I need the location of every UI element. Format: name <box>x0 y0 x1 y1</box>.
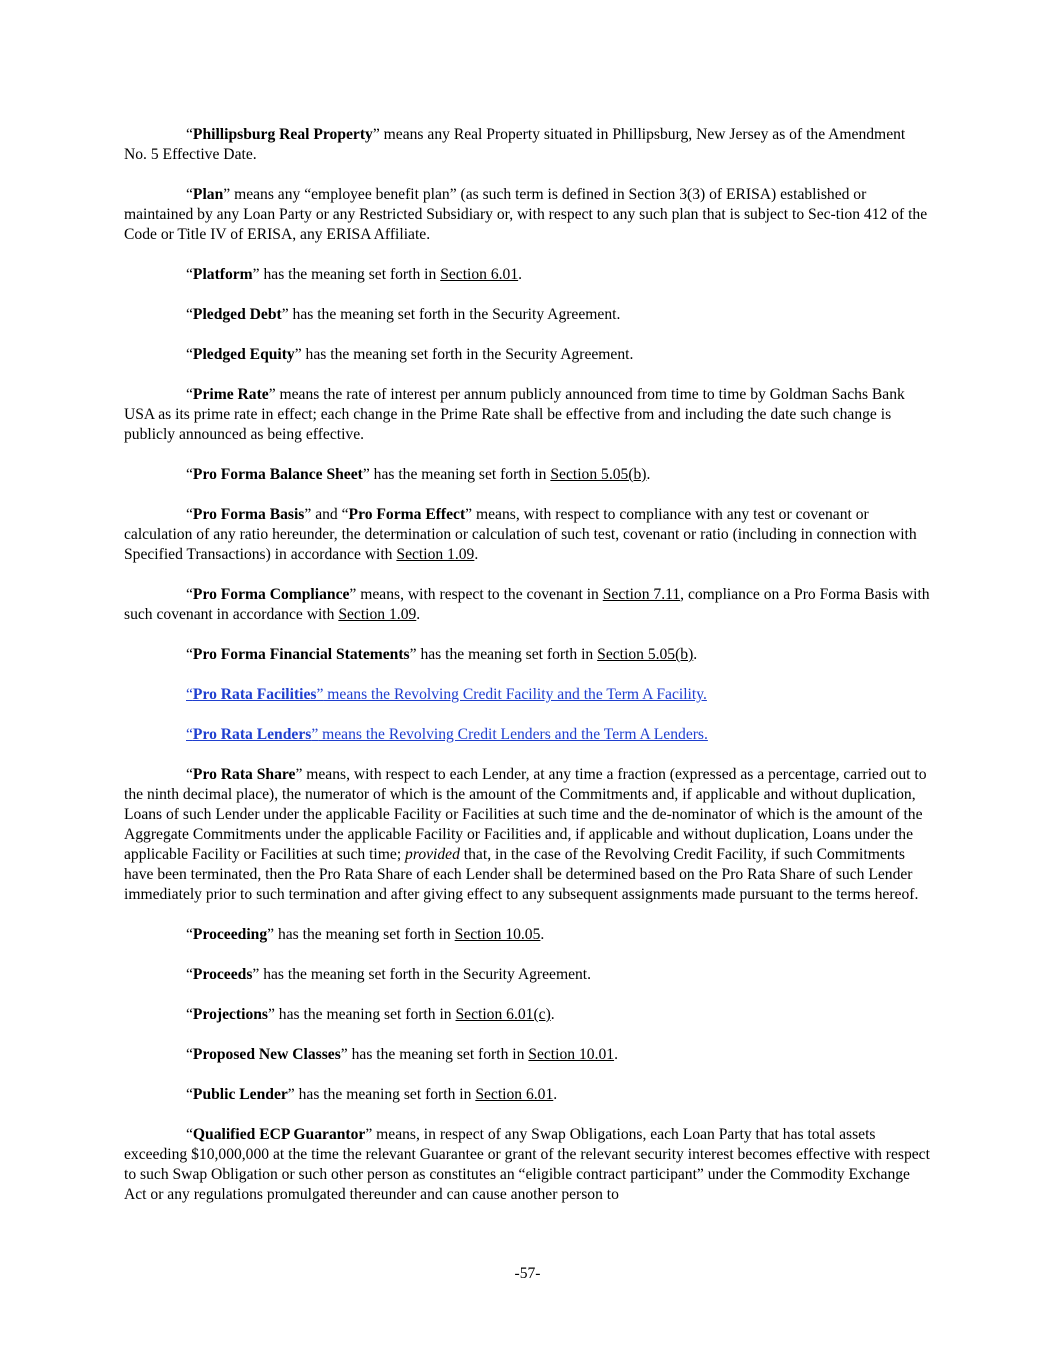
defined-term: Pro Rata Facilities <box>192 686 317 703</box>
definition-qualified-ecp-guarantor: “Qualified ECP Guarantor” means, in respect of any Swap Obligations, each Loan Party that has total assets exceeding $10,000,000 at the time the relevant Guarantee or grant of the relevant security interest becomes effective with respect to such Swap Obligation or such other person as constitutes an “eligible contract participant” under the Commodity Exchange Act or any regulations promulgated thereunder and can cause another person to <box>124 1126 930 1203</box>
definition-platform: “Platform” has the meaning set forth in Section 6.01. <box>186 266 523 283</box>
inserted-text: “Pro Rata Lenders” means the Revolving Credit Lenders and the Term A Lenders. <box>186 726 708 743</box>
definition-pro-forma-financial-statements: “Pro Forma Financial Statements” has the meaning set forth in Section 5.05(b). <box>186 646 698 663</box>
section-reference: Section 5.05(b) <box>550 466 647 483</box>
section-reference-secondary: Section 1.09 <box>338 606 417 623</box>
definition-pro-forma-balance-sheet: “Pro Forma Balance Sheet” has the meaning set forth in Section 5.05(b). <box>186 466 651 483</box>
defined-term: Proposed New Classes <box>192 1046 341 1063</box>
definition-projections: “Projections” has the meaning set forth in Section 6.01(c). <box>186 1006 555 1023</box>
defined-term: Plan <box>192 186 224 203</box>
section-reference: Section 5.05(b) <box>597 646 694 663</box>
definition-pro-rata-share: “Pro Rata Share” means, with respect to each Lender, at any time a fraction (expressed as a percentage, carried out to the ninth decimal place), the numerator of which is the amount of the Commitments and, if applicable and without duplication, Loans of such Lender under the applicable Facility or Facilities at such time and the de-nominator of which is the amount of the Aggregate Commitments under the applicable Facility or Facilities and, if applicable and without duplication, Loans under the applicable Facility or Facilities at such time; provided that, in the case of the Revolving Credit Facility, if such Commitments have been terminated, then the Pro Rata Share of each Lender shall be determined based on the Pro Rata Share of such Lender immediately prior to such termination and after giving effect to any subsequent assignments made pursuant to the terms hereof. <box>124 766 927 903</box>
definition-pro-rata-facilities-inserted <box>124 685 932 705</box>
defined-term: Pro Rata Lenders <box>192 726 312 743</box>
defined-term: Qualified ECP Guarantor <box>192 1126 366 1143</box>
defined-term: Pro Forma Balance Sheet <box>192 466 363 483</box>
definition-proceeding: “Proceeding” has the meaning set forth in Section 10.05. <box>186 926 545 943</box>
definition-pledged-debt: “Pledged Debt” has the meaning set forth in the Security Agreement. <box>186 306 621 323</box>
defined-term: Projections <box>192 1006 268 1023</box>
definitions-list <box>124 125 932 1225</box>
definition-public-lender: “Public Lender” has the meaning set forth in Section 6.01. <box>186 1086 558 1103</box>
section-reference: Section 1.09 <box>396 546 475 563</box>
section-reference: Section 6.01(c) <box>455 1006 551 1023</box>
definition-pledged-equity: “Pledged Equity” has the meaning set forth in the Security Agreement. <box>186 346 634 363</box>
defined-term: Proceeding <box>192 926 268 943</box>
definition-pro-forma-basis: “Pro Forma Basis” and “Pro Forma Effect” means, with respect to compliance with any test or covenant or calculation of any ratio hereunder, the determination or calculation of such test, covenant or ratio (including in connection with Specified Transactions) in accordance with Section 1.09. <box>124 506 917 563</box>
definition-prime-rate: “Prime Rate” means the rate of interest per annum publicly announced from time to time by Goldman Sachs Bank USA as its prime rate in effect; each change in the Prime Rate shall be effective from and including the date such change is publicly announced as being effective. <box>124 386 905 443</box>
definition-proposed-new-classes: “Proposed New Classes” has the meaning set forth in Section 10.01. <box>186 1046 618 1063</box>
inserted-text: “Pro Rata Facilities” means the Revolving Credit Facility and the Term A Facility. <box>186 686 707 703</box>
section-reference: Section 7.11 <box>602 586 681 603</box>
defined-term: Pro Forma Financial Statements <box>192 646 410 663</box>
definition-pro-forma-compliance: “Pro Forma Compliance” means, with respect to the covenant in Section 7.11, compliance on a Pro Forma Basis with such covenant in accordance with Section 1.09. <box>124 586 930 623</box>
defined-term: Pro Forma Basis <box>192 506 305 523</box>
defined-term: Public Lender <box>192 1086 288 1103</box>
defined-term: Pro Forma Compliance <box>192 586 350 603</box>
emphasis-provided: provided <box>405 846 460 863</box>
definition-proceeds: “Proceeds” has the meaning set forth in the Security Agreement. <box>186 966 592 983</box>
section-reference: Section 10.01 <box>528 1046 615 1063</box>
section-reference: Section 6.01 <box>440 266 519 283</box>
defined-term: Phillipsburg Real Property <box>192 126 373 143</box>
defined-term-secondary: Pro Forma Effect <box>348 506 466 523</box>
defined-term: Pledged Equity <box>192 346 295 363</box>
defined-term: Pledged Debt <box>192 306 282 323</box>
section-reference: Section 10.05 <box>454 926 541 943</box>
definition-plan: “Plan” means any “employee benefit plan” (as such term is defined in Section 3(3) of ERISA) established or maintained by any Loan Party or any Restricted Subsidiary or, with respect to any such plan that is subject to Sec-tion 412 of the Code or Title IV of ERISA, any ERISA Affiliate. <box>124 186 928 243</box>
defined-term: Proceeds <box>192 966 253 983</box>
definition-pro-rata-lenders-inserted <box>124 725 932 745</box>
section-reference: Section 6.01 <box>475 1086 554 1103</box>
defined-term: Prime Rate <box>192 386 269 403</box>
defined-term: Pro Rata Share <box>192 766 296 783</box>
page-number: -57- <box>514 1265 541 1282</box>
defined-term: Platform <box>192 266 253 283</box>
definition-phillipsburg-real-property: “Phillipsburg Real Property” means any Real Property situated in Phillipsburg, New Jersey as of the Amendment No. 5 Effective Date. <box>124 126 906 163</box>
